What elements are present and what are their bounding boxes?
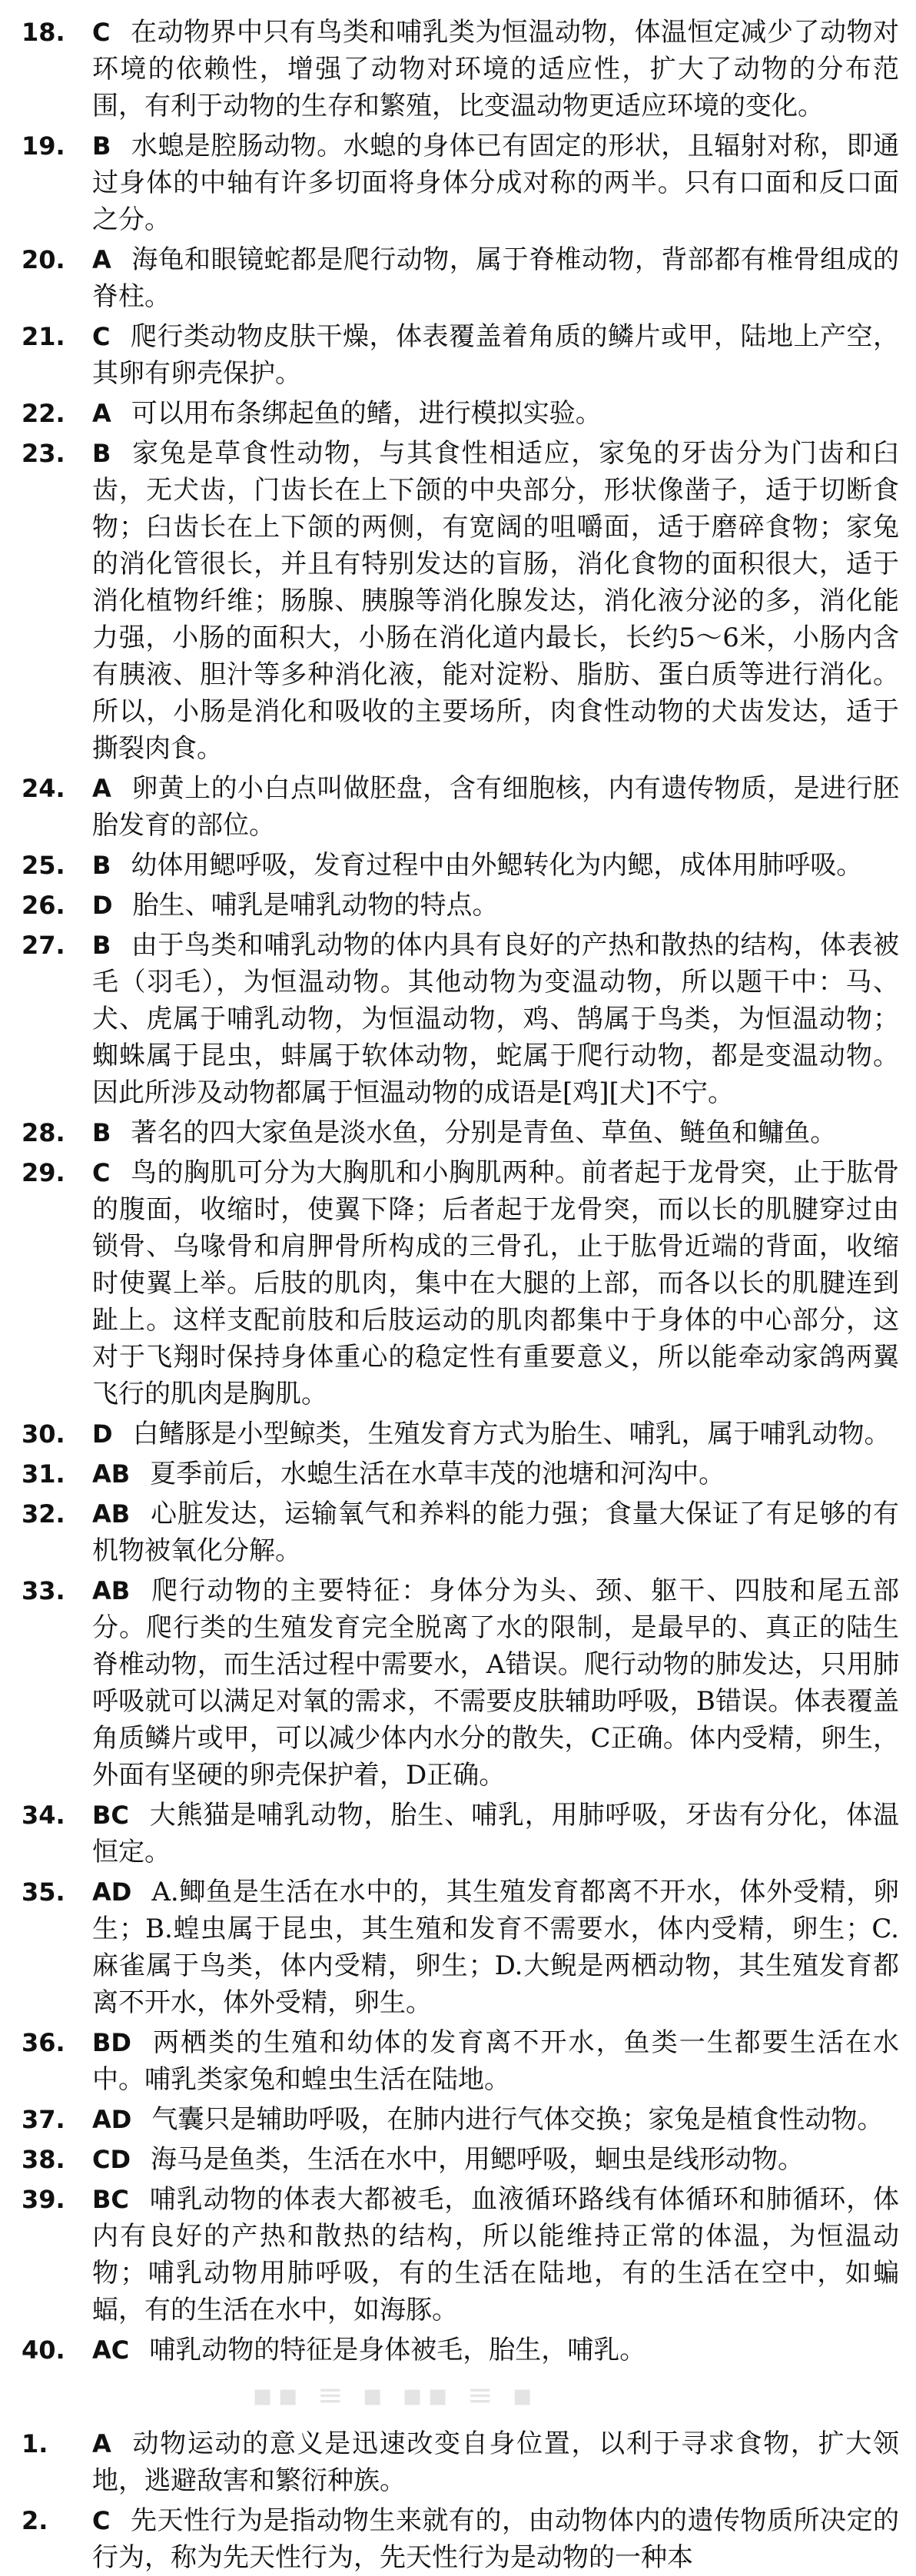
question-number: 29. (22, 1158, 65, 1187)
answer-entry (22, 2101, 899, 2138)
answer-letter: D (92, 891, 113, 920)
question-number: 22. (22, 399, 65, 428)
answer-entry (22, 1572, 899, 1794)
question-number: 34. (22, 1801, 65, 1830)
answer-entry (22, 2181, 899, 2329)
explanation-text: A.鲫鱼是生活在水中的，其生殖发育都离不开水，体外受精，卵生；B.蝗虫属于昆虫，其生殖和发育不需要水，体内受精，卵生；C.麻雀属于鸟类，体内受精，卵生；D.大鲵是两栖动物，其生殖发育都离不开水，体外受精，卵生。 (92, 1877, 899, 2018)
answer-letter: B (92, 131, 111, 161)
answer-letter: A (92, 245, 111, 274)
answer-entry (22, 927, 899, 1111)
explanation-text: 哺乳动物的体表大都被毛，血液循环路线有体循环和肺循环，体内有良好的产热和散热的结构，所以能维持正常的体温，为恒温动物；哺乳动物用肺呼吸，有的生活在陆地，有的生活在空中，如蝙蝠，有的生活在水中，如海豚。 (92, 2184, 899, 2325)
question-number: 23. (22, 439, 65, 468)
answer-letter: B (92, 439, 111, 468)
answer-entry (22, 1797, 899, 1871)
answer-entry (22, 1874, 899, 2021)
answer-letter: A (92, 2429, 111, 2458)
question-number: 33. (22, 1576, 65, 1605)
explanation-text: 胎生、哺乳是哺乳动物的特点。 (132, 890, 499, 921)
question-number: 32. (22, 1499, 65, 1529)
answer-entry (22, 2332, 899, 2369)
question-number: 26. (22, 891, 65, 920)
question-number: 18. (22, 18, 65, 47)
answer-letter: A (92, 774, 111, 803)
answer-entry (22, 1114, 899, 1151)
answer-entry (22, 770, 899, 844)
explanation-text: 夏季前后，水螅生活在水草丰茂的池塘和河沟中。 (150, 1459, 725, 1489)
question-number: 39. (22, 2185, 65, 2214)
answer-letter: BC (92, 2185, 129, 2214)
answer-letter: BC (92, 1801, 129, 1830)
answer-letter: D (92, 1419, 113, 1449)
explanation-text: 在动物界中只有鸟类和哺乳类为恒温动物，体温恒定减少了动物对环境的依赖性，增强了动物对环境的适应性，扩大了动物的分布范围，有利于动物的生存和繁殖，比变温动物更适应环境的变化。 (92, 17, 899, 121)
answer-letter: CD (92, 2145, 131, 2174)
explanation-text: 可以用布条绑起鱼的鳍，进行模拟实验。 (131, 398, 602, 429)
question-number: 19. (22, 131, 65, 161)
question-number: 2. (22, 2506, 48, 2535)
question-number: 37. (22, 2105, 65, 2134)
question-number: 35. (22, 1877, 65, 1907)
answer-letter: AB (92, 1459, 131, 1489)
answer-entry (22, 887, 899, 924)
answer-entry (22, 2024, 899, 2098)
answer-entry (22, 435, 899, 767)
watermark-logo: ▪▪ ≡ ▪ ▪▪ ≡ ▪ (252, 2378, 538, 2413)
answer-entry (22, 241, 899, 315)
answer-entry (22, 395, 899, 432)
explanation-text: 由于鸟类和哺乳动物的体内具有良好的产热和散热的结构，体表被毛（羽毛），为恒温动物。其他动物为变温动物，所以题干中：马、犬、虎属于哺乳动物，为恒温动物，鸡、鹄属于鸟类，为恒温动物；蜘蛛属于昆虫，蚌属于软体动物，蛇属于爬行动物，都是变温动物。因此所涉及动物都属于恒温动物的成语是[鸡][犬]不宁。 (92, 930, 899, 1108)
answer-letter: AD (92, 2105, 132, 2134)
answer-list-section-1 (22, 14, 899, 2369)
answer-letter: AD (92, 1877, 132, 1907)
explanation-text: 幼体用鳃呼吸，发育过程中由外鳃转化为内鳃，成体用肺呼吸。 (131, 850, 863, 881)
answer-entry (22, 2141, 899, 2178)
answer-letter: B (92, 851, 111, 880)
answer-letter: C (92, 2506, 111, 2535)
question-number: 27. (22, 931, 65, 960)
explanation-text: 鸟的胸肌可分为大胸肌和小胸肌两种。前者起于龙骨突，止于肱骨的腹面，收缩时，使翼下降；后者起于龙骨突，而以长的肌腱穿过由锁骨、乌喙骨和肩胛骨所构成的三骨孔，止于肱骨近端的背面，收缩时使翼上举。后肢的肌肉，集中在大腿的上部，而各以长的肌腱连到趾上。这样支配前肢和后肢运动的肌肉都集中于身体的中心部分，这对于飞翔时保持身体重心的稳定性有重要意义，所以能牵动家鸽两翼飞行的肌肉是胸肌。 (92, 1157, 899, 1409)
answer-entry (22, 847, 899, 884)
answer-letter: AB (92, 1576, 131, 1605)
answer-entry (22, 318, 899, 392)
explanation-text: 爬行类动物皮肤干燥，体表覆盖着角质的鳞片或甲，陆地上产空，其卵有卵壳保护。 (92, 321, 899, 389)
answer-letter: B (92, 1118, 111, 1147)
explanation-text: 家兔是草食性动物，与其食性相适应，家兔的牙齿分为门齿和臼齿，无犬齿，门齿长在上下颌的中央部分，形状像凿子，适于切断食物；臼齿长在上下颌的两侧，有宽阔的咀嚼面，适于磨碎食物；家兔的消化管很长，并且有特别发达的盲肠，消化食物的面积很大，适于消化植物纤维；肠腺、胰腺等消化腺发达，消化液分泌的多，消化能力强，小肠的面积大，小肠在消化道内最长，长约5～6米，小肠内含有胰液、胆汁等多种消化液，能对淀粉、脂肪、蛋白质等进行消化。所以，小肠是消化和吸收的主要场所，肉食性动物的犬齿发达，适于撕裂肉食。 (92, 438, 899, 764)
answer-entry (22, 1495, 899, 1569)
question-number: 28. (22, 1118, 65, 1147)
answer-letter: C (92, 18, 111, 47)
answer-entry (22, 1154, 899, 1412)
explanation-text: 著名的四大家鱼是淡水鱼，分别是青鱼、草鱼、鲢鱼和鳙鱼。 (131, 1117, 837, 1148)
question-number: 40. (22, 2335, 65, 2365)
explanation-text: 卵黄上的小白点叫做胚盘，含有细胞核，内有遗传物质，是进行胚胎发育的部位。 (92, 773, 899, 841)
answer-entry (22, 2425, 899, 2499)
question-number: 31. (22, 1459, 65, 1489)
question-number: 20. (22, 245, 65, 274)
answer-letter: C (92, 1158, 111, 1187)
explanation-text: 白鳍豚是小型鲸类，生殖发育方式为胎生、哺乳，属于哺乳动物。 (132, 1419, 891, 1449)
answer-letter: AB (92, 1499, 131, 1529)
answer-letter: B (92, 931, 111, 960)
question-number: 36. (22, 2028, 65, 2057)
answer-letter: C (92, 322, 111, 351)
explanation-text: 海马是鱼类，生活在水中，用鳃呼吸，蛔虫是线形动物。 (151, 2144, 805, 2175)
explanation-text: 海龟和眼镜蛇都是爬行动物，属于脊椎动物，背部都有椎骨组成的脊柱。 (92, 244, 899, 312)
answer-letter: AC (92, 2335, 130, 2365)
answer-entry (22, 1456, 899, 1492)
answer-entry (22, 1416, 899, 1452)
explanation-text: 两栖类的生殖和幼体的发育离不开水，鱼类一生都要生活在水中。哺乳类家兔和蝗虫生活在陆地。 (92, 2027, 899, 2095)
answer-list-section-2 (22, 2425, 899, 2576)
answer-letter: BD (92, 2028, 131, 2057)
question-number: 25. (22, 851, 65, 880)
answer-letter: A (92, 399, 111, 428)
section-divider (22, 2372, 899, 2425)
explanation-text: 气囊只是辅助呼吸，在肺内进行气体交换；家兔是植食性动物。 (151, 2104, 884, 2135)
explanation-text: 水螅是腔肠动物。水螅的身体已有固定的形状，且辐射对称，即通过身体的中轴有许多切面将身体分成对称的两半。只有口面和反口面之分。 (92, 131, 899, 235)
explanation-text: 先天性行为是指动物生来就有的，由动物体内的遗传物质所决定的行为，称为先天性行为，先天性行为是动物的一种本 (92, 2505, 899, 2573)
question-number: 1. (22, 2429, 48, 2458)
question-number: 21. (22, 322, 65, 351)
explanation-text: 大熊猫是哺乳动物，胎生、哺乳，用肺呼吸，牙齿有分化，体温恒定。 (92, 1800, 899, 1867)
explanation-text: 哺乳动物的特征是身体被毛，胎生，哺乳。 (149, 2335, 646, 2365)
question-number: 30. (22, 1419, 65, 1449)
answer-entry (22, 2502, 899, 2576)
question-number: 38. (22, 2145, 65, 2174)
answer-entry (22, 14, 899, 124)
answer-entry (22, 128, 899, 238)
explanation-text: 动物运动的意义是迅速改变自身位置，以利于寻求食物，扩大领地，逃避敌害和繁衍种族。 (92, 2428, 899, 2496)
explanation-text: 心脏发达，运输氧气和养料的能力强；食量大保证了有足够的有机物被氧化分解。 (92, 1499, 899, 1566)
explanation-text: 爬行动物的主要特征：身体分为头、颈、躯干、四肢和尾五部分。爬行类的生殖发育完全脱离了水的限制，是最早的、真正的陆生脊椎动物，而生活过程中需要水，A错误。爬行动物的肺发达，只用肺呼吸就可以满足对氧的需求，不需要皮肤辅助呼吸，B错误。体表覆盖角质鳞片或甲，可以减少体内水分的散失，C正确。体内受精，卵生，外面有坚硬的卵壳保护着，D正确。 (92, 1575, 899, 1791)
question-number: 24. (22, 774, 65, 803)
